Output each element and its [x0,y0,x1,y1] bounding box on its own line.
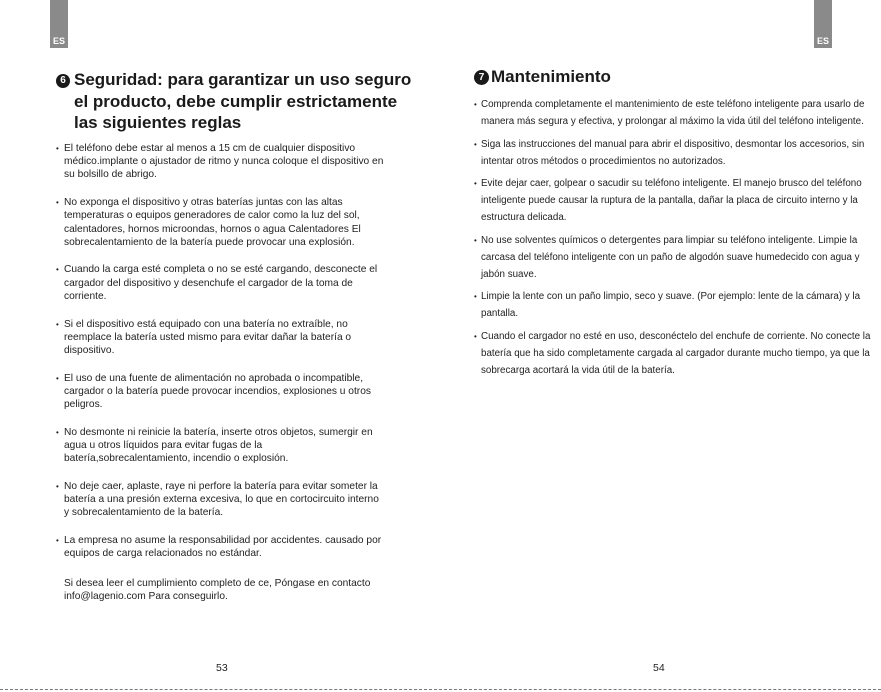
list-item: • El teléfono debe estar al menos a 15 cm de cualquier dispositivo médico.implante o ajustador de ritmo y nunca coloque el dispositivo en su bolsillo de abrigo. [56,142,386,182]
list-item: • Limpie la lente con un paño limpio, seco y suave. (Por ejemplo: lente de la cámara) y la pantalla. [474,288,874,322]
left-page [0,0,440,692]
section-number-badge: 6 [56,74,70,88]
safety-rules-list [56,142,386,575]
list-item: • Cuando la carga esté completa o no se esté cargando, desconecte el cargador del dispositivo y desenchufe el cargador de la toma de corriente. [56,263,386,303]
list-item: • Evite dejar caer, golpear o sacudir su teléfono inteligente. El manejo brusco del teléfono inteligente puede causar la ruptura de la pantalla, dañar la placa de circuito interno y la estructura delicada. [474,175,874,226]
language-tab: ES [50,0,68,48]
right-page [441,0,881,692]
page-number: 54 [653,662,665,674]
list-item: • No desmonte ni reinicie la batería, inserte otros objetos, sumergir en agua u otros líquidos para evitar fugas de la batería,sobrecalentamiento, incendio o explosión. [56,426,386,466]
language-tab: ES [814,0,832,48]
heading-line-3: las siguientes reglas [74,113,242,132]
list-item: • El uso de una fuente de alimentación no aprobada o incompatible, cargador o la batería puede provocar incendios, explosiones u otros peligros. [56,372,386,412]
section-heading-maintenance [474,67,611,87]
heading-line-2: el producto, debe cumplir estrictamente [74,91,398,111]
list-item: • La empresa no asume la responsabilidad por accidentes. causado por equipos de carga relacionados no estándar. [56,534,386,560]
contact-note: Si desea leer el cumplimiento completo de ce, Póngase en contacto info@lagenio.com Para conseguirlo. [64,578,371,603]
bottom-cut-line [0,689,881,690]
list-item: • No use solventes químicos o detergentes para limpiar su teléfono inteligente. Limpie la carcasa del teléfono inteligente con un paño de algodón suave humedecido con agua y jabón suave. [474,232,874,283]
list-item: • Cuando el cargador no esté en uso, desconéctelo del enchufe de corriente. No conecte la batería que ha sido completamente cargada al cargador durante mucho tiempo, ya que la sobrecarga acortará la vida útil de la batería. [474,328,874,379]
heading-text: Mantenimiento [491,67,611,86]
list-item: • Comprenda completamente el mantenimiento de este teléfono inteligente para usarlo de manera más segura y efectiva, y prolongar al máximo la vida útil del teléfono inteligente. [474,96,874,130]
section-number-badge: 7 [474,70,489,85]
page-number: 53 [216,662,228,674]
heading-line-1: Seguridad: para garantizar un uso seguro [74,70,412,89]
maintenance-list [474,96,874,384]
section-heading-safety [56,69,416,134]
list-item: • Si el dispositivo está equipado con una batería no extraíble, no reemplace la batería usted mismo para evitar dañar la batería o dispositivo. [56,318,386,358]
list-item: • No deje caer, aplaste, raye ni perfore la batería para evitar someter la batería a una presión externa excesiva, lo que en cortocircuito interno y sobrecalentamiento de la batería. [56,480,386,520]
list-item: • No exponga el dispositivo y otras baterías juntas con las altas temperaturas o equipos generadores de calor como la luz del sol, calentadores, hornos microondas, hornos o agua Calentadores El sobrecalentamiento de la batería puede provocar una explosión. [56,196,386,249]
list-item: • Siga las instrucciones del manual para abrir el dispositivo, desmontar los accesorios, sin intentar otros métodos o procedimientos no autorizados. [474,136,874,170]
